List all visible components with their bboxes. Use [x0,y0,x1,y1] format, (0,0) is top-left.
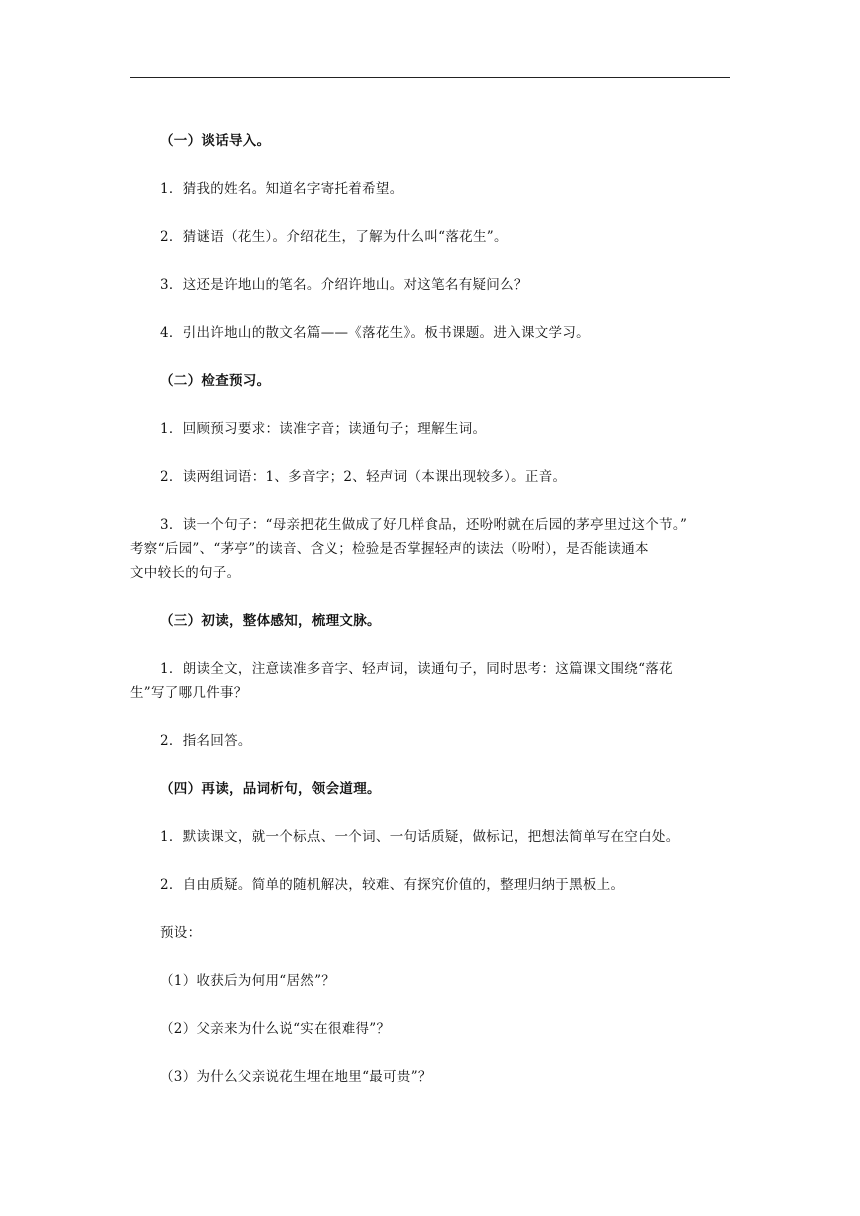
paragraph: 2．自由质疑。简单的随机解决，较难、有探究价值的，整理归纳于黑板上。 [160,877,625,893]
paragraph-line: 1．朗读全文，注意读准多音字、轻声词，读通句子，同时思考：这篇课文围绕“落花 [160,661,673,677]
paragraph: 2．读两组词语：1、多音字；2、轻声词（本课出现较多）。正音。 [160,469,567,485]
section-heading: （一）谈话导入。 [160,133,271,149]
paragraph: 1．默读课文，就一个标点、一个词、一句话质疑，做标记，把想法简单写在空白处。 [160,829,680,845]
paragraph-line: 生”写了哪几件事？ [130,685,248,701]
question-item: （3）为什么父亲说花生埋在地里“最可贵”？ [160,1069,432,1085]
paragraph-line: 文中较长的句子。 [130,565,241,581]
section-heading: （三）初读，整体感知，梳理文脉。 [160,613,381,629]
paragraph: 2．指名回答。 [160,733,252,749]
header-rule [130,77,730,78]
paragraph: 4．引出许地山的散文名篇——《落花生》。板书课题。进入课文学习。 [160,325,590,341]
section-heading: （四）再读，品词析句，领会道理。 [160,781,381,797]
paragraph: 3．这还是许地山的笔名。介绍许地山。对这笔名有疑问么？ [160,277,528,293]
paragraph: 1．猜我的姓名。知道名字寄托着希望。 [160,181,404,197]
paragraph: 预设： [160,925,202,941]
paragraph-line: 考察“后园”、“茅亭”的读音、含义；检验是否掌握轻声的读法（吩咐），是否能读通本 [130,541,649,557]
paragraph: 1．回顾预习要求：读准字音；读通句子；理解生词。 [160,421,487,437]
question-item: （1）收获后为何用“居然”？ [160,973,336,989]
section-heading: （二）检查预习。 [160,373,271,389]
paragraph: 2．猜谜语（花生）。介绍花生，了解为什么叫“落花生”。 [160,229,508,245]
question-item: （2）父亲来为什么说“实在很难得”？ [160,1021,391,1037]
paragraph-line: 3．读一个句子：“母亲把花生做成了好几样食品，还吩咐就在后园的茅亭里过这个节。” [160,517,688,533]
